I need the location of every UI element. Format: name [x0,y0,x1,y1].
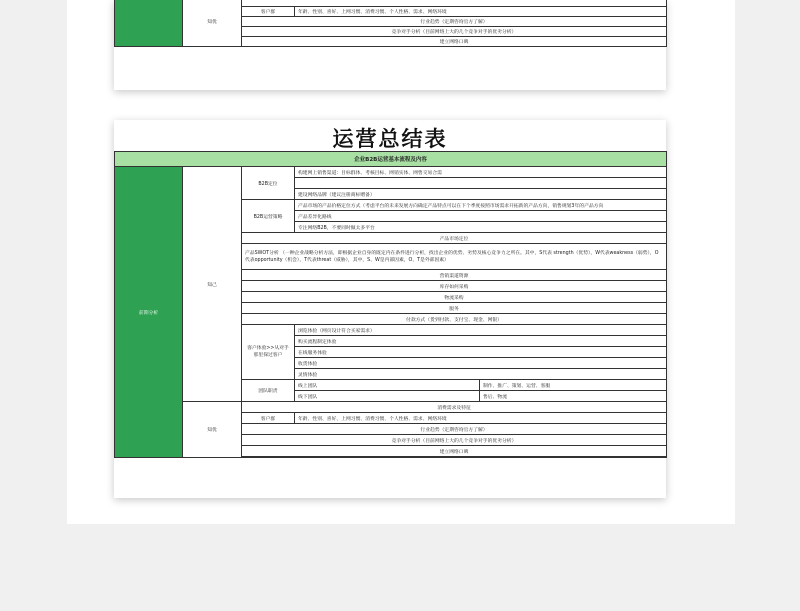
sheet-main [114,120,666,498]
b2b-position-item: 建设网络品牌（建议注册商标赠备） [295,189,667,200]
b2b-position-item: 构建网上销售渠道：目标群体、考核目标、网销实体、网售交易合需 [295,167,667,178]
table-row: 物流采购 [242,292,667,303]
table-row: 行业趋势（定期咨询官方了解） [242,424,667,435]
team-label: 团队职责 [242,380,295,402]
top-table [114,0,667,47]
document-title: 运营总结表 [332,126,448,151]
product-position: 产品市场定位 [242,233,667,244]
row-label: 客户群 [242,413,295,424]
row-label: 客户群 [242,7,295,17]
table-banner: 企业B2B运营基本流程及内容 [115,152,667,167]
b2b-strategy-item: 产品差异化路线 [295,211,667,222]
swot-analysis: 产品SWOT分析 （一种企业战略分析方法，即根据企业自身的既定内在条件进行分析，找出企业的优势、劣势及核心竞争力之所在。其中，S代表 strength（优势），W代表weakness（弱势），O代表opportunity（机会），T代表threat（威胁），其中，S、W是内部因素，O、T是外部因素） [242,244,667,270]
main-table [114,151,667,458]
b2b-position-item [295,178,667,189]
row-text: 行业趋势（定期咨询官方了解） [242,17,667,27]
section-label: 知优 [183,0,242,47]
b2b-position-label: B2B定位 [242,167,295,200]
row-text: 竞争对手分析（目前网络上大的几个竞争对手的优劣分析） [242,27,667,37]
experience-item: 灵情体验 [295,369,667,380]
team-duty: 售后、物流 [480,391,667,402]
row-text: 建立网络口碑 [242,37,667,47]
experience-item: 购买流程制定体验 [295,336,667,347]
group-label: 知己 [183,167,242,402]
table-row: 竞争对手分析（目前网络上大的几个竞争对手的优劣分析） [242,435,667,446]
left-green-cell [115,0,183,47]
table-row: 付款方式（货到付款、支付宝、现金、网银） [242,314,667,325]
row-text: 年龄、性别、喜好、上网习惯、消费习惯、个人性格、需求、网络环境 [295,413,667,424]
b2b-strategy-label: B2B运营策略 [242,200,295,233]
table-row: 建立网络口碑 [242,446,667,457]
sheet-preview-top [114,0,666,90]
team-name: 线下团队 [295,391,480,402]
row-text: 年龄、性别、喜好、上网习惯、消费习惯、个人性格、需求、网络环境 [295,7,667,17]
left-label-cell: 前期分析 [115,167,183,458]
b2b-strategy-item: 产品市场的产品价格定位方式（考虑平台的未来发展方向确定产品特点可以在下个季度按照市场需求开拓新的产品方向，销售规划3年的产品方向 [295,200,667,211]
closing-row [242,457,667,458]
table-row: 营销渠道资源 [242,270,667,281]
team-name: 线上团队 [295,380,480,391]
experience-item: 浏览体验（网页设计符合买家需求） [295,325,667,336]
table-row: 服务 [242,303,667,314]
team-duty: 制作、推广、策划、运营、客服 [480,380,667,391]
experience-label: 客户体验>>从对手那里探过客户 [242,325,295,380]
table-row: 消费需求及特征 [242,402,667,413]
table-row: 库存如何采购 [242,281,667,292]
experience-item: 在线服务体验 [295,347,667,358]
group-label: 知优 [183,402,242,458]
experience-item: 收货体验 [295,358,667,369]
b2b-strategy-item: 专注网络B2B，不要同时做太多平台 [295,222,667,233]
